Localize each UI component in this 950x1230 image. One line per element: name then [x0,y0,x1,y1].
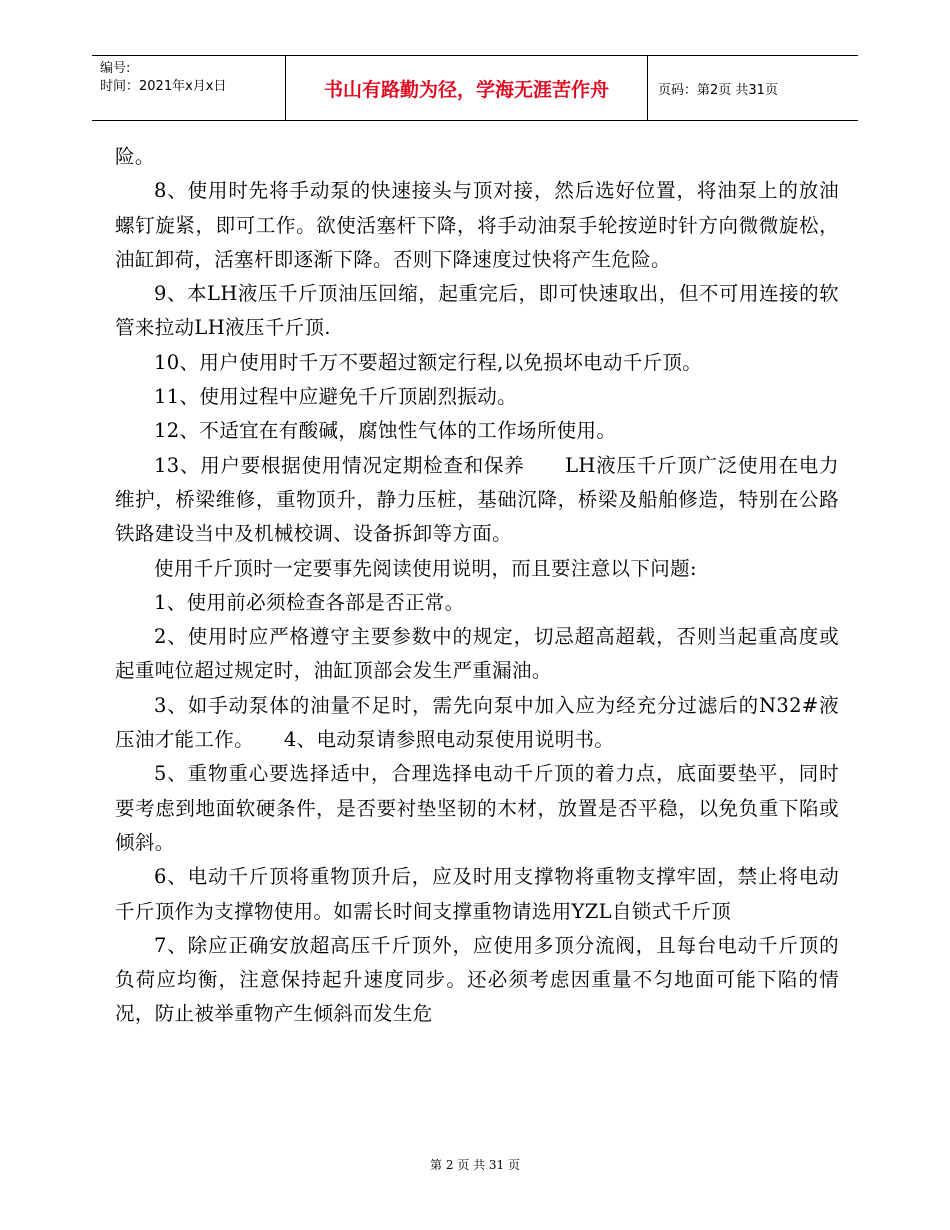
header-meta [100,60,280,96]
page-footer: 第 2 页 共 31 页 [430,1158,520,1172]
paragraph: 1、使用前必须检查各部是否正常。 [154,590,465,614]
header-motto: 书山有路勤为径，学海无涯苦作舟 [285,56,648,120]
paragraph: 6、电动千斤顶将重物顶升后，应及时用支撑物将重物支撑牢固，禁止将电动千斤顶作为支撑物使用。如需长时间支撑重物请选用YZL自锁式千斤顶 [115,865,839,923]
paragraph: 12、不适宜在有酸碱，腐蚀性气体的工作场所使用。 [154,419,617,443]
paragraph: 5、重物重心要选择适中，合理选择电动千斤顶的着力点，底面要垫平，同时要考虑到地面软硬条件，是否要衬垫坚韧的木材，放置是否平稳，以免负重下陷或倾斜。 [115,762,839,854]
paragraph: 7、除应正确安放超高压千斤顶外，应使用多顶分流阀，且每台电动千斤顶的负荷应均衡，注意保持起升速度同步。还必须考虑因重量不匀地面可能下陷的情况，防止被举重物产生倾斜而发生危 [115,933,839,1026]
paragraph: 8、使用时先将手动泵的快速接头与顶对接，然后选好位置，将油泵上的放油螺钉旋紧，即可工作。欲使活塞杆下降，将手动油泵手轮按逆时针方向微微旋松，油缸卸荷，活塞杆即逐渐下降。否则下降速度过快将产生危险。 [115,179,839,271]
paragraph: 11、使用过程中应避免千斤顶剧烈振动。 [154,385,517,409]
paragraph: 使用千斤顶时一定要事先阅读使用说明，而且要注意以下问题: [154,556,697,580]
document-number-label: 编号: [100,61,131,76]
paragraph: 9、本LH液压千斤顶油压回缩，起重完后，即可快速取出，但不可用连接的软管来拉动LH液压千斤顶. [115,282,839,340]
document-time-label: 时间：2021年x月x日 [100,79,227,94]
paragraph: 3、如手动泵体的油量不足时，需先向泵中加入应为经充分过滤后的N32#液压油才能工作。 4、电动泵请参照电动泵使用说明书。 [115,693,839,752]
header-page-info: 页码：第2页 共31页 [658,82,778,98]
paragraph: 2、使用时应严格遵守主要参数中的规定，切忌超高超载，否则当起重高度或起重吨位超过规定时，油缸顶部会发生严重漏油。 [115,625,839,683]
paragraph: 10、用户使用时千万不要超过额定行程,以免损坏电动千斤顶。 [154,350,703,374]
document-body [115,140,839,1032]
paragraph: 险。 [115,145,155,168]
paragraph: 13、用户要根据使用情况定期检查和保养 LH液压千斤顶广泛使用在电力维护，桥梁维修，重物顶升，静力压桩，基础沉降，桥梁及船舶修造，特别在公路铁路建设当中及机械校调、设备拆卸等方面。 [115,453,839,546]
page-header [92,55,858,121]
